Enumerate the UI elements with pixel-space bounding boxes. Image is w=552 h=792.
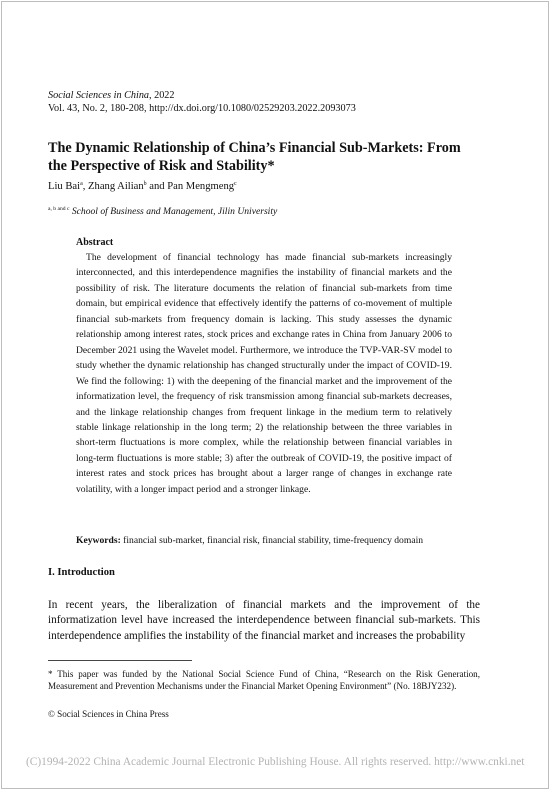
author-name: Pan Mengmeng [167, 181, 235, 192]
footnote-divider [48, 660, 192, 661]
journal-name: Social Sciences in China [48, 90, 150, 101]
affiliation [48, 203, 480, 218]
affiliation-text: School of Business and Management, Jilin University [71, 206, 278, 217]
author-superscript: c [234, 181, 237, 187]
journal-citation: Vol. 43, No. 2, 180-208, http://dx.doi.org/10.1080/02529203.2022.2093073 [48, 103, 356, 114]
section-heading: I. Introduction [48, 567, 115, 578]
keywords-text: financial sub-market, financial risk, financial stability, time-frequency domain [120, 535, 424, 546]
abstract-heading: Abstract [76, 237, 114, 248]
paper-title: The Dynamic Relationship of China’s Financial Sub-Markets: From the Perspective of Risk and Stability* [48, 140, 461, 174]
publisher-watermark: (C)1994-2022 China Academic Journal Electronic Publishing House. All rights reserved. http://www.cnki.net [26, 756, 525, 768]
author-list [48, 178, 480, 193]
keywords-label: Keywords: [76, 535, 121, 546]
author-superscript: a [80, 181, 83, 187]
affiliation-superscript: a, b and c [48, 206, 70, 212]
abstract-body: The development of financial technology has made financial sub-markets increasingly interconnected, and this interdependence magnifies the instability of financial markets and the possibility of risk. The literature documents the relation of financial sub-markets from time domain, but empirical evidence that effectively identify the patterns of co-movement of multiple financial sub-markets from frequency domain is lacking. This study assesses the dynamic relationship among interest rates, stock prices and exchange rates in China from January 2006 to December 2021 using the Wavelet model. Furthermore, we introduce the TVP-VAR-SV model to study whether the dynamic relationship has changed structurally under the impact of COVID-19. We find the following: 1) with the deepening of the financial market and the improvement of the informatization level, the frequency of risk transmission among financial sub-markets decreases, and the linkage relationship changes from frequent linkage in the medium term to relatively stable linkage relationship in the long term; 2) the relationship between the three variables in short-term fluctuations is more complex, while the relationship between financial variables in long-term fluctuations is more stable; 3) after the outbreak of COVID-19, the positive impact of interest rates and stock prices has brought about a larger range of changes in exchange rate volatility, with a longer impact period and a stronger linkage. [76, 252, 452, 495]
intro-paragraph: In recent years, the liberalization of financial markets and the improvement of the informatization level have increased the interdependence between financial sub-markets. This interdependence amplifies the instability of the financial market and increases the probability [48, 599, 480, 642]
copyright-line: © Social Sciences in China Press [48, 709, 169, 719]
author-separator: and [146, 181, 168, 192]
author-name: Liu Bai [48, 181, 81, 192]
author-name: Zhang Ailian [88, 181, 144, 192]
footnote-text: * This paper was funded by the National Social Science Fund of China, “Research on the Risk Generation, Measurement and Prevention Mechanisms under the Financial Market Opening Environment” (No. 18BJY232). [48, 669, 480, 691]
author-superscript: b [143, 181, 147, 187]
journal-header [48, 89, 480, 115]
journal-year: , 2022 [149, 90, 175, 101]
author-separator: , [82, 181, 89, 192]
keywords [76, 534, 452, 547]
